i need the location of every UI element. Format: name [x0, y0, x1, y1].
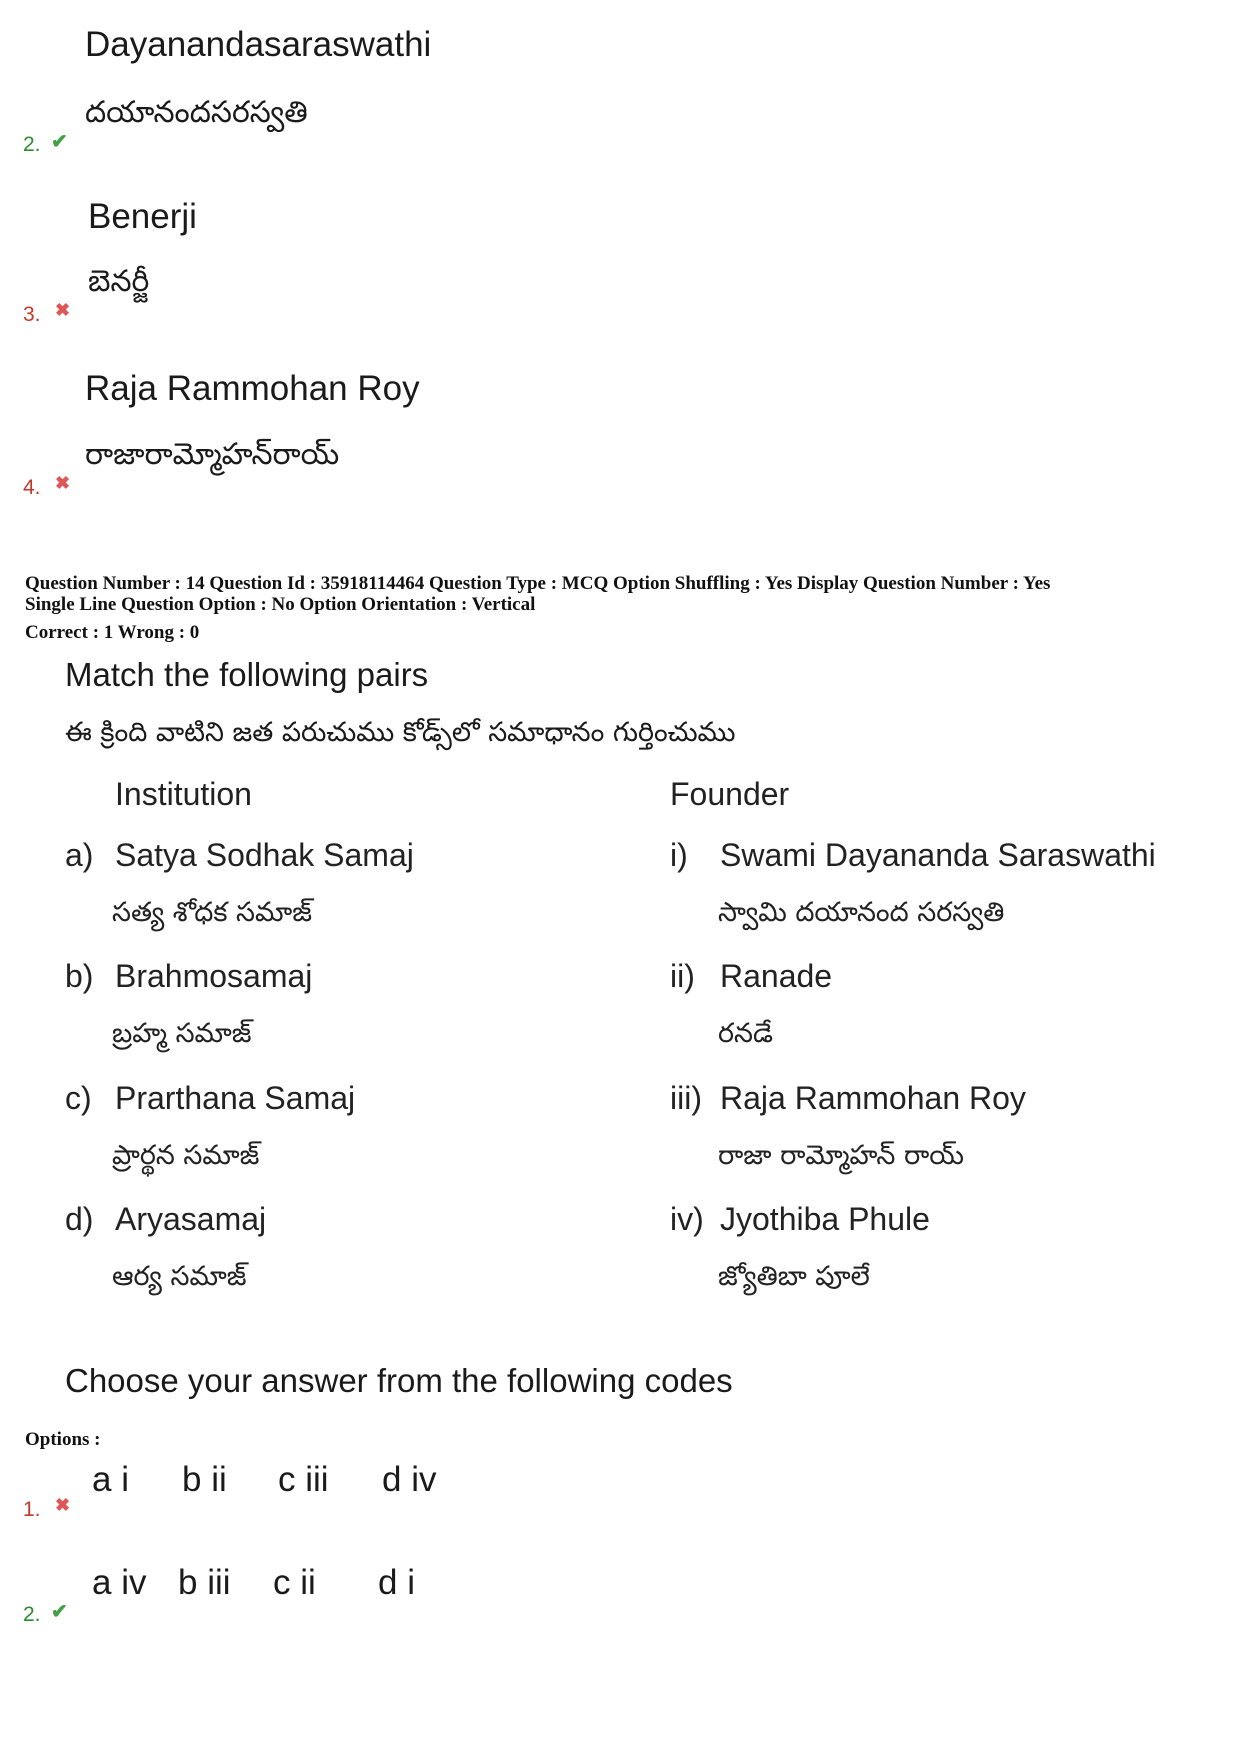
meta-line-1: Question Number : 14 Question Id : 35918114464 Question Type : MCQ Option Shuffling : Yes Display Question Number : Yes [25, 573, 1051, 594]
cross-icon: ✖ [55, 1495, 71, 1515]
code-3: c ii [273, 1563, 316, 1602]
question-footer: Choose your answer from the following codes [65, 1362, 733, 1399]
code-1: a iv [92, 1563, 147, 1602]
founder-te: స్వామి దయానంద సరస్వతి [718, 897, 1005, 928]
cross-icon: ✖ [55, 300, 71, 320]
option-text-en: Benerji [88, 197, 197, 236]
row-label: iii) [670, 1080, 702, 1116]
option-text-en: Raja Rammohan Roy [85, 369, 420, 408]
code-4: d iv [382, 1460, 437, 1499]
founder-te: రనడే [718, 1018, 773, 1049]
founder-en: Jyothiba Phule [720, 1201, 930, 1237]
row-label: i) [670, 837, 688, 873]
question-title-te: ఈ క్రింది వాటిని జత పరుచుము కోడ్స్‌లో సమాధానం గుర్తించుము [65, 717, 736, 748]
code-1: a i [92, 1460, 129, 1499]
code-2: b iii [178, 1563, 231, 1602]
institution-en: Satya Sodhak Samaj [115, 837, 414, 873]
row-label: b) [65, 958, 94, 994]
option-number: 2. [23, 1603, 41, 1626]
institution-te: ఆర్య సమాజ్ [112, 1261, 247, 1292]
code-3: c iii [278, 1460, 329, 1499]
institution-te: ప్రార్థన సమాజ్ [112, 1140, 260, 1171]
option-text-en: Dayanandasaraswathi [85, 25, 432, 64]
option-number: 4. [23, 476, 41, 499]
institution-te: బ్రహ్మ సమాజ్ [112, 1018, 252, 1049]
institution-te: సత్య శోధక సమాజ్ [112, 897, 312, 928]
meta-line-2: Single Line Question Option : No Option Orientation : Vertical [25, 594, 536, 615]
row-label: iv) [670, 1201, 704, 1237]
option-number: 1. [23, 1498, 41, 1521]
founder-en: Raja Rammohan Roy [720, 1080, 1026, 1116]
row-label: d) [65, 1201, 94, 1237]
meta-line-3: Correct : 1 Wrong : 0 [25, 622, 200, 643]
check-icon: ✔ [51, 131, 68, 153]
option-text-te: బెనర్జీ [88, 264, 150, 299]
founder-en: Swami Dayananda Saraswathi [720, 837, 1156, 873]
option-text-te: దయానందసరస్వతి [85, 95, 308, 130]
option-number: 2. [23, 133, 41, 156]
institution-en: Prarthana Samaj [115, 1080, 356, 1116]
founder-en: Ranade [720, 958, 833, 994]
institution-en: Brahmosamaj [115, 958, 313, 994]
column-header-founder: Founder [670, 776, 790, 812]
option-text-te: రాజారామ్మోహన్‌రాయ్ [85, 437, 340, 472]
founder-te: జ్యోతిబా పూలే [718, 1261, 870, 1292]
column-header-institution: Institution [115, 776, 252, 812]
cross-icon: ✖ [55, 473, 71, 493]
row-label: a) [65, 837, 94, 873]
option-number: 3. [23, 303, 41, 326]
institution-en: Aryasamaj [115, 1201, 267, 1237]
code-2: b ii [182, 1460, 227, 1499]
question-title-en: Match the following pairs [65, 656, 429, 693]
row-label: ii) [670, 958, 695, 994]
check-icon: ✔ [51, 1601, 68, 1623]
options-label: Options : [25, 1429, 101, 1450]
founder-te: రాజా రామ్మోహన్ రాయ్ [718, 1140, 964, 1171]
code-4: d i [378, 1563, 415, 1602]
row-label: c) [65, 1080, 92, 1116]
